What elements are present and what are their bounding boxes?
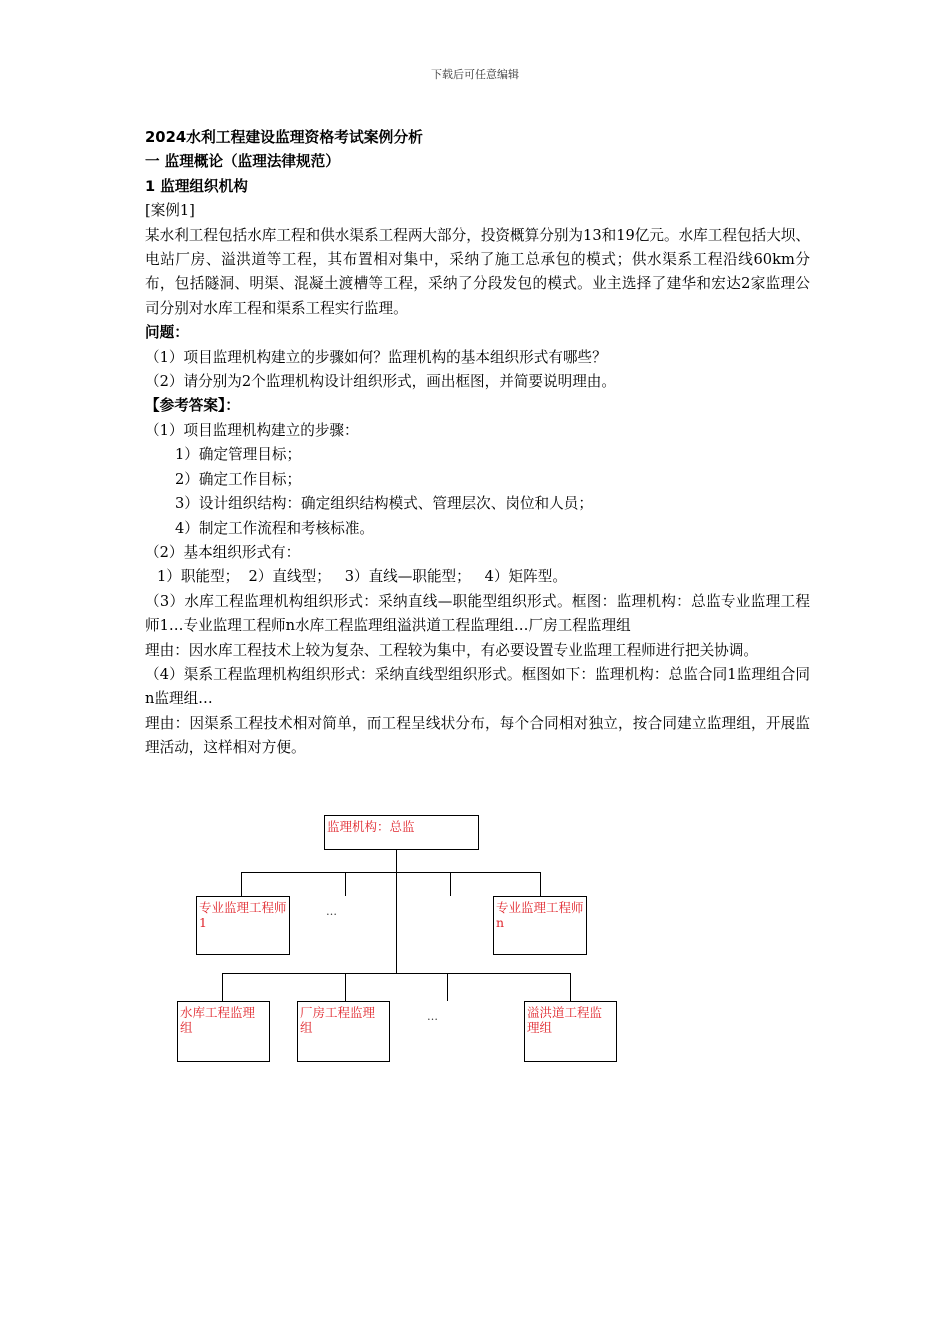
connector-line — [450, 872, 451, 896]
section-heading: 一 监理概论（监理法律规范） — [145, 153, 340, 171]
subsection-heading: 1 监理组织机构 — [145, 177, 248, 195]
answer-2-forms: 1）职能型； 2）直线型； 3）直线—职能型； 4）矩阵型。 — [157, 568, 567, 586]
answer-3: （3）水库工程监理机构组织形式：采纳直线—职能型组织形式。框图：监理机构：总监专业监理工程师1…专业监理工程师n水库工程监理组溢洪道工程监理组…厂房工程监理组 — [145, 592, 810, 635]
answer-1-step-3: 3）设计组织结构：确定组织结构模式、管理层次、岗位和人员； — [175, 495, 593, 513]
answer-label: 【参考答案】： — [145, 397, 240, 415]
connector-line — [570, 973, 571, 1001]
answer-1-step-2: 2）确定工作目标； — [175, 470, 302, 488]
org-ellipsis-engineers: … — [326, 905, 337, 918]
org-box-engineer-n: 专业监理工程师n — [493, 896, 587, 955]
connector-line — [447, 973, 448, 1001]
answer-1-intro: （1）项目监理机构建立的步骤： — [145, 421, 359, 439]
org-box-engineer-1: 专业监理工程师1 — [196, 896, 290, 955]
connector-line — [241, 872, 242, 896]
org-box-reservoir-group: 水库工程监理组 — [177, 1001, 270, 1062]
org-box-plant-group: 厂房工程监理组 — [297, 1001, 390, 1062]
connector-line — [241, 872, 541, 873]
document-title: 2024水利工程建设监理资格考试案例分析 — [145, 129, 423, 146]
answer-2-intro: （2）基本组织形式有： — [145, 543, 301, 561]
connector-line — [540, 872, 541, 896]
answer-1-step-1: 1）确定管理目标； — [175, 446, 302, 464]
connector-line — [345, 872, 346, 896]
org-box-spillway-group: 溢洪道工程监理组 — [524, 1001, 617, 1062]
answer-1-step-4: 4）制定工作流程和考核标准。 — [175, 519, 375, 537]
question-label: 问题： — [145, 324, 189, 342]
case-label: [案例1] — [145, 202, 195, 220]
page-header: 下载后可任意编辑 — [431, 68, 519, 81]
connector-line — [345, 973, 346, 1001]
case-text: 某水利工程包括水库工程和供水渠系工程两大部分，投资概算分别为13和19亿元。水库工程包括大坝、电站厂房、溢洪道等工程，其布置相对集中，采纳了施工总承包的模式；供水渠系工程沿线60km分布，包括隧洞、明渠、混凝土渡槽等工程，采纳了分段发包的模式。业主选择了建华和宏达2家监理公司分别对水库工程和渠系工程实行监理。 — [145, 226, 810, 317]
answer-4: （4）渠系工程监理机构组织形式：采纳直线型组织形式。框图如下：监理机构：总监合同1监理组合同n监理组… — [145, 665, 810, 708]
answer-4-reason: 理由：因渠系工程技术相对简单，而工程呈线状分布，每个合同相对独立，按合同建立监理组，开展监理活动，这样相对方便。 — [145, 714, 810, 757]
answer-3-reason: 理由：因水库工程技术上较为复杂、工程较为集中，有必要设置专业监理工程师进行把关协调。 — [145, 641, 758, 659]
question-1: （1）项目监理机构建立的步骤如何？监理机构的基本组织形式有哪些？ — [145, 348, 607, 366]
connector-line — [396, 848, 397, 973]
question-2: （2）请分别为2个监理机构设计组织形式，画出框图，并简要说明理由。 — [145, 373, 616, 391]
document-body — [145, 126, 810, 761]
connector-line — [222, 973, 571, 974]
connector-line — [222, 973, 223, 1001]
org-ellipsis-groups: … — [427, 1010, 438, 1023]
org-box-director: 监理机构：总监 — [324, 815, 479, 850]
